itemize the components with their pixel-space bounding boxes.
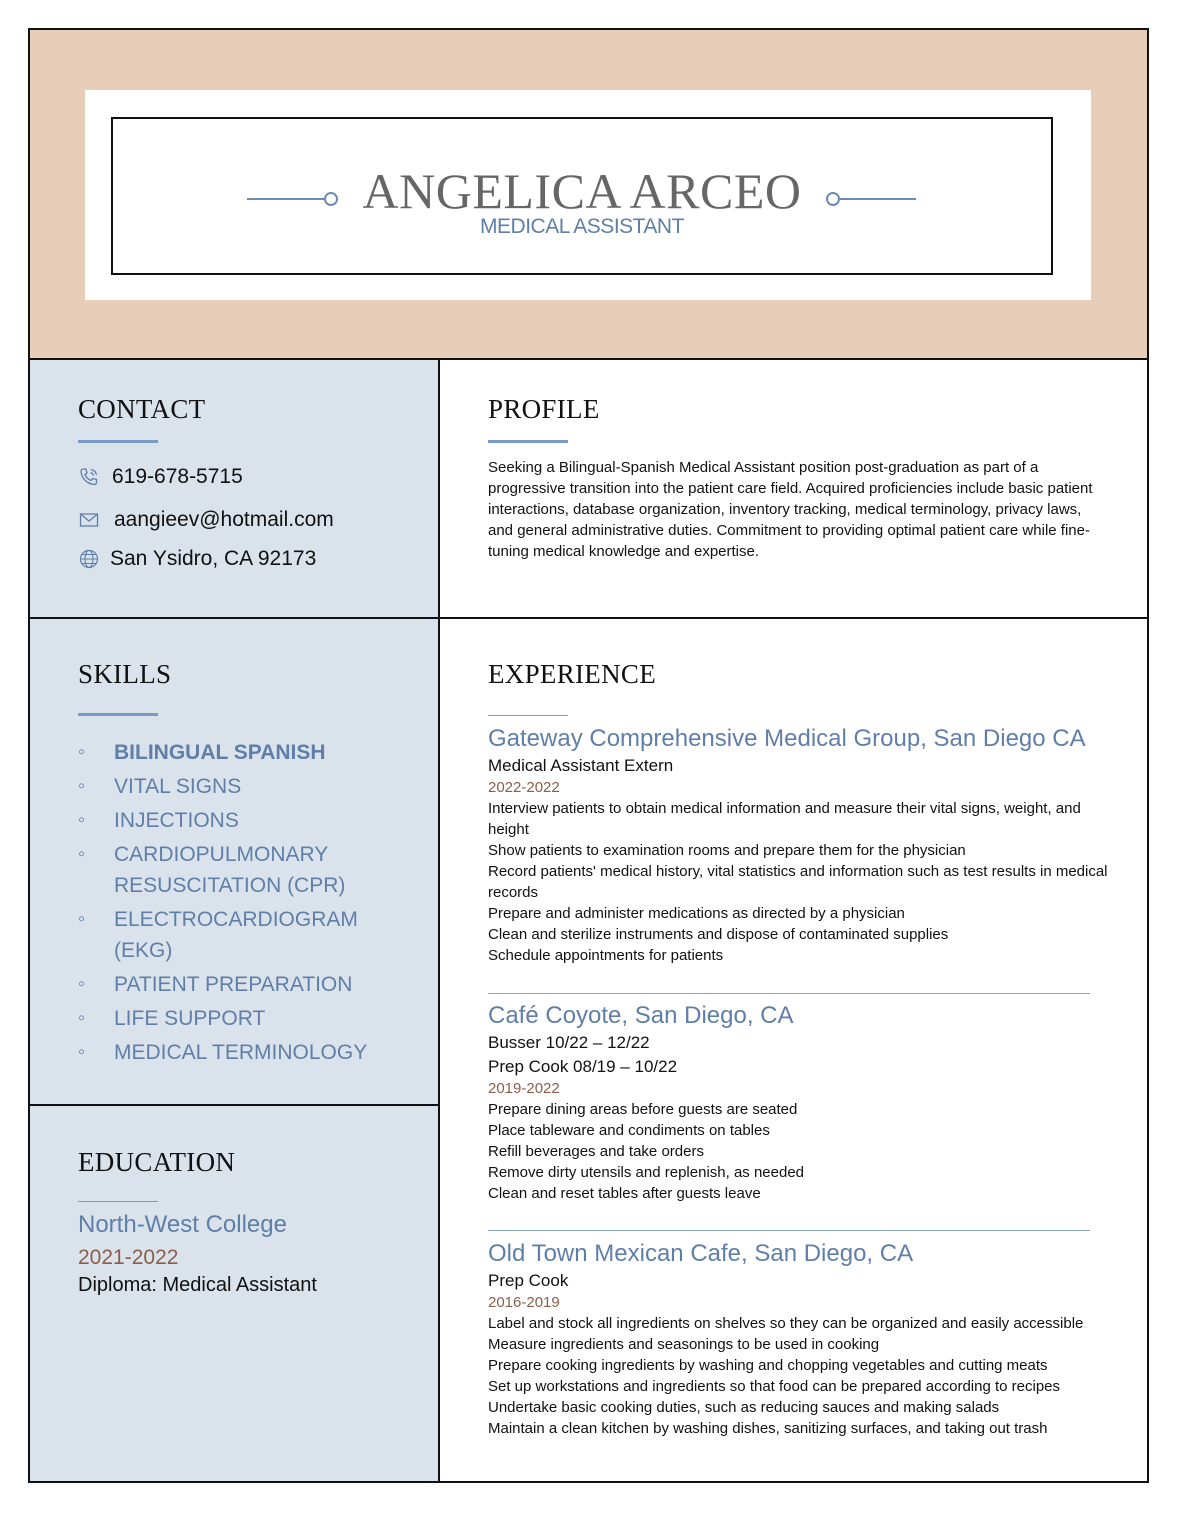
resume-page: [28, 28, 1149, 1483]
email-address[interactable]: aangieev@hotmail.com: [114, 508, 334, 531]
sidebar-divider-1: [30, 617, 438, 619]
phone-number[interactable]: 619-678-5715: [112, 465, 243, 488]
job-entry-2: [488, 1001, 1118, 1204]
job-duty: Schedule appointments for patients: [488, 947, 724, 964]
mail-icon: [78, 509, 100, 531]
education-diploma: Diploma: Medical Assistant: [78, 1274, 317, 1296]
job-duty: Place tableware and condiments on tables: [488, 1122, 770, 1139]
job-duty: Prepare dining areas before guests are seated: [488, 1101, 798, 1118]
job-entry-1: [488, 724, 1118, 966]
header-white-panel: [85, 90, 1091, 300]
sidebar: [30, 360, 440, 1481]
job-duty: Prepare and administer medications as directed by a physician: [488, 905, 905, 922]
experience-underline: [488, 715, 568, 716]
skill-item: ◦ INJECTIONS: [78, 805, 408, 836]
job-separator: [488, 993, 1090, 994]
sidebar-divider-2: [30, 1104, 438, 1106]
job-separator: [488, 1230, 1090, 1231]
skill-item: ◦ LIFE SUPPORT: [78, 1003, 408, 1034]
job-years: 2019-2022: [488, 1080, 560, 1097]
job-role: Prep Cook: [488, 1271, 569, 1290]
skill-item: ◦ CARDIOPULMONARY RESUSCITATION (CPR): [78, 839, 408, 901]
skill-item: ◦ PATIENT PREPARATION: [78, 969, 408, 1000]
job-duty: Measure ingredients and seasonings to be used in cooking: [488, 1336, 880, 1353]
job-duty: Label and stock all ingredients on shelves so they can be organized and easily accessible: [488, 1315, 1084, 1332]
job-duty: Maintain a clean kitchen by washing dishes, sanitizing surfaces, and taking out trash: [488, 1420, 1048, 1437]
job-duty: Refill beverages and take orders: [488, 1143, 704, 1160]
education-heading: EDUCATION: [78, 1147, 236, 1177]
candidate-title: MEDICAL ASSISTANT: [480, 215, 684, 238]
profile-text: Seeking a Bilingual-Spanish Medical Assistant position post-graduation as part of a progressive transition into the patient care field. Acquired proficiencies include basic patient interactions, database organization, inventory tracking, medical terminology, privacy laws, and general administrative duties. Commitment to providing optimal patient care while fine-tuning medical knowledge and expertise.: [488, 459, 1093, 560]
job-role: Busser 10/22 – 12/22: [488, 1033, 650, 1052]
job-duty: Interview patients to obtain medical information and measure their vital signs, weight, and height: [488, 800, 1081, 838]
contact-phone: [78, 465, 243, 489]
job-duty: Set up workstations and ingredients so that food can be prepared according to recipes: [488, 1378, 1061, 1395]
skill-item: ◦ ELECTROCARDIOGRAM (EKG): [78, 904, 408, 966]
main-divider: [440, 617, 1147, 619]
job-duty: Clean and sterilize instruments and dispose of contaminated supplies: [488, 926, 949, 943]
education-years: 2021-2022: [78, 1246, 179, 1269]
job-duty: Show patients to examination rooms and prepare them for the physician: [488, 842, 966, 859]
job-duty: Record patients' medical history, vital statistics and information such as test results in medical records: [488, 863, 1108, 901]
contact-underline: [78, 440, 158, 443]
contact-email: [78, 508, 334, 532]
job-years: 2022-2022: [488, 779, 560, 796]
job-years: 2016-2019: [488, 1294, 560, 1311]
profile-underline: [488, 440, 568, 443]
job-company: Old Town Mexican Cafe, San Diego, CA: [488, 1240, 914, 1267]
globe-icon: [78, 548, 100, 570]
contact-location: [78, 547, 316, 571]
job-duty: Undertake basic cooking duties, such as reducing sauces and making salads: [488, 1399, 1000, 1416]
education-school: North-West College: [78, 1211, 287, 1238]
skills-list: [78, 737, 408, 1071]
skills-underline: [78, 713, 158, 716]
job-duty: Prepare cooking ingredients by washing and chopping vegetables and cutting meats: [488, 1357, 1048, 1374]
job-duty: Remove dirty utensils and replenish, as needed: [488, 1164, 805, 1181]
right-decor-line: [838, 198, 916, 200]
job-entry-3: [488, 1239, 1118, 1439]
job-company: Café Coyote, San Diego, CA: [488, 1002, 794, 1029]
skill-item: ◦ BILINGUAL SPANISH: [78, 737, 408, 768]
job-company: Gateway Comprehensive Medical Group, San Diego CA: [488, 725, 1086, 752]
phone-icon: [78, 466, 100, 488]
contact-heading: CONTACT: [78, 394, 206, 424]
location-text: San Ysidro, CA 92173: [110, 547, 317, 570]
name-box: [111, 117, 1053, 275]
job-role: Prep Cook 08/19 – 10/22: [488, 1057, 678, 1076]
skill-item: ◦ VITAL SIGNS: [78, 771, 408, 802]
skill-item: ◦ MEDICAL TERMINOLOGY: [78, 1037, 408, 1068]
skills-heading: SKILLS: [78, 659, 172, 689]
job-duty: Clean and reset tables after guests leave: [488, 1185, 761, 1202]
resume-header: [30, 30, 1147, 360]
job-role: Medical Assistant Extern: [488, 756, 674, 775]
experience-heading: EXPERIENCE: [488, 659, 656, 689]
candidate-name: ANGELICA ARCEO: [362, 163, 802, 219]
profile-heading: PROFILE: [488, 394, 600, 424]
education-underline: [78, 1201, 158, 1202]
